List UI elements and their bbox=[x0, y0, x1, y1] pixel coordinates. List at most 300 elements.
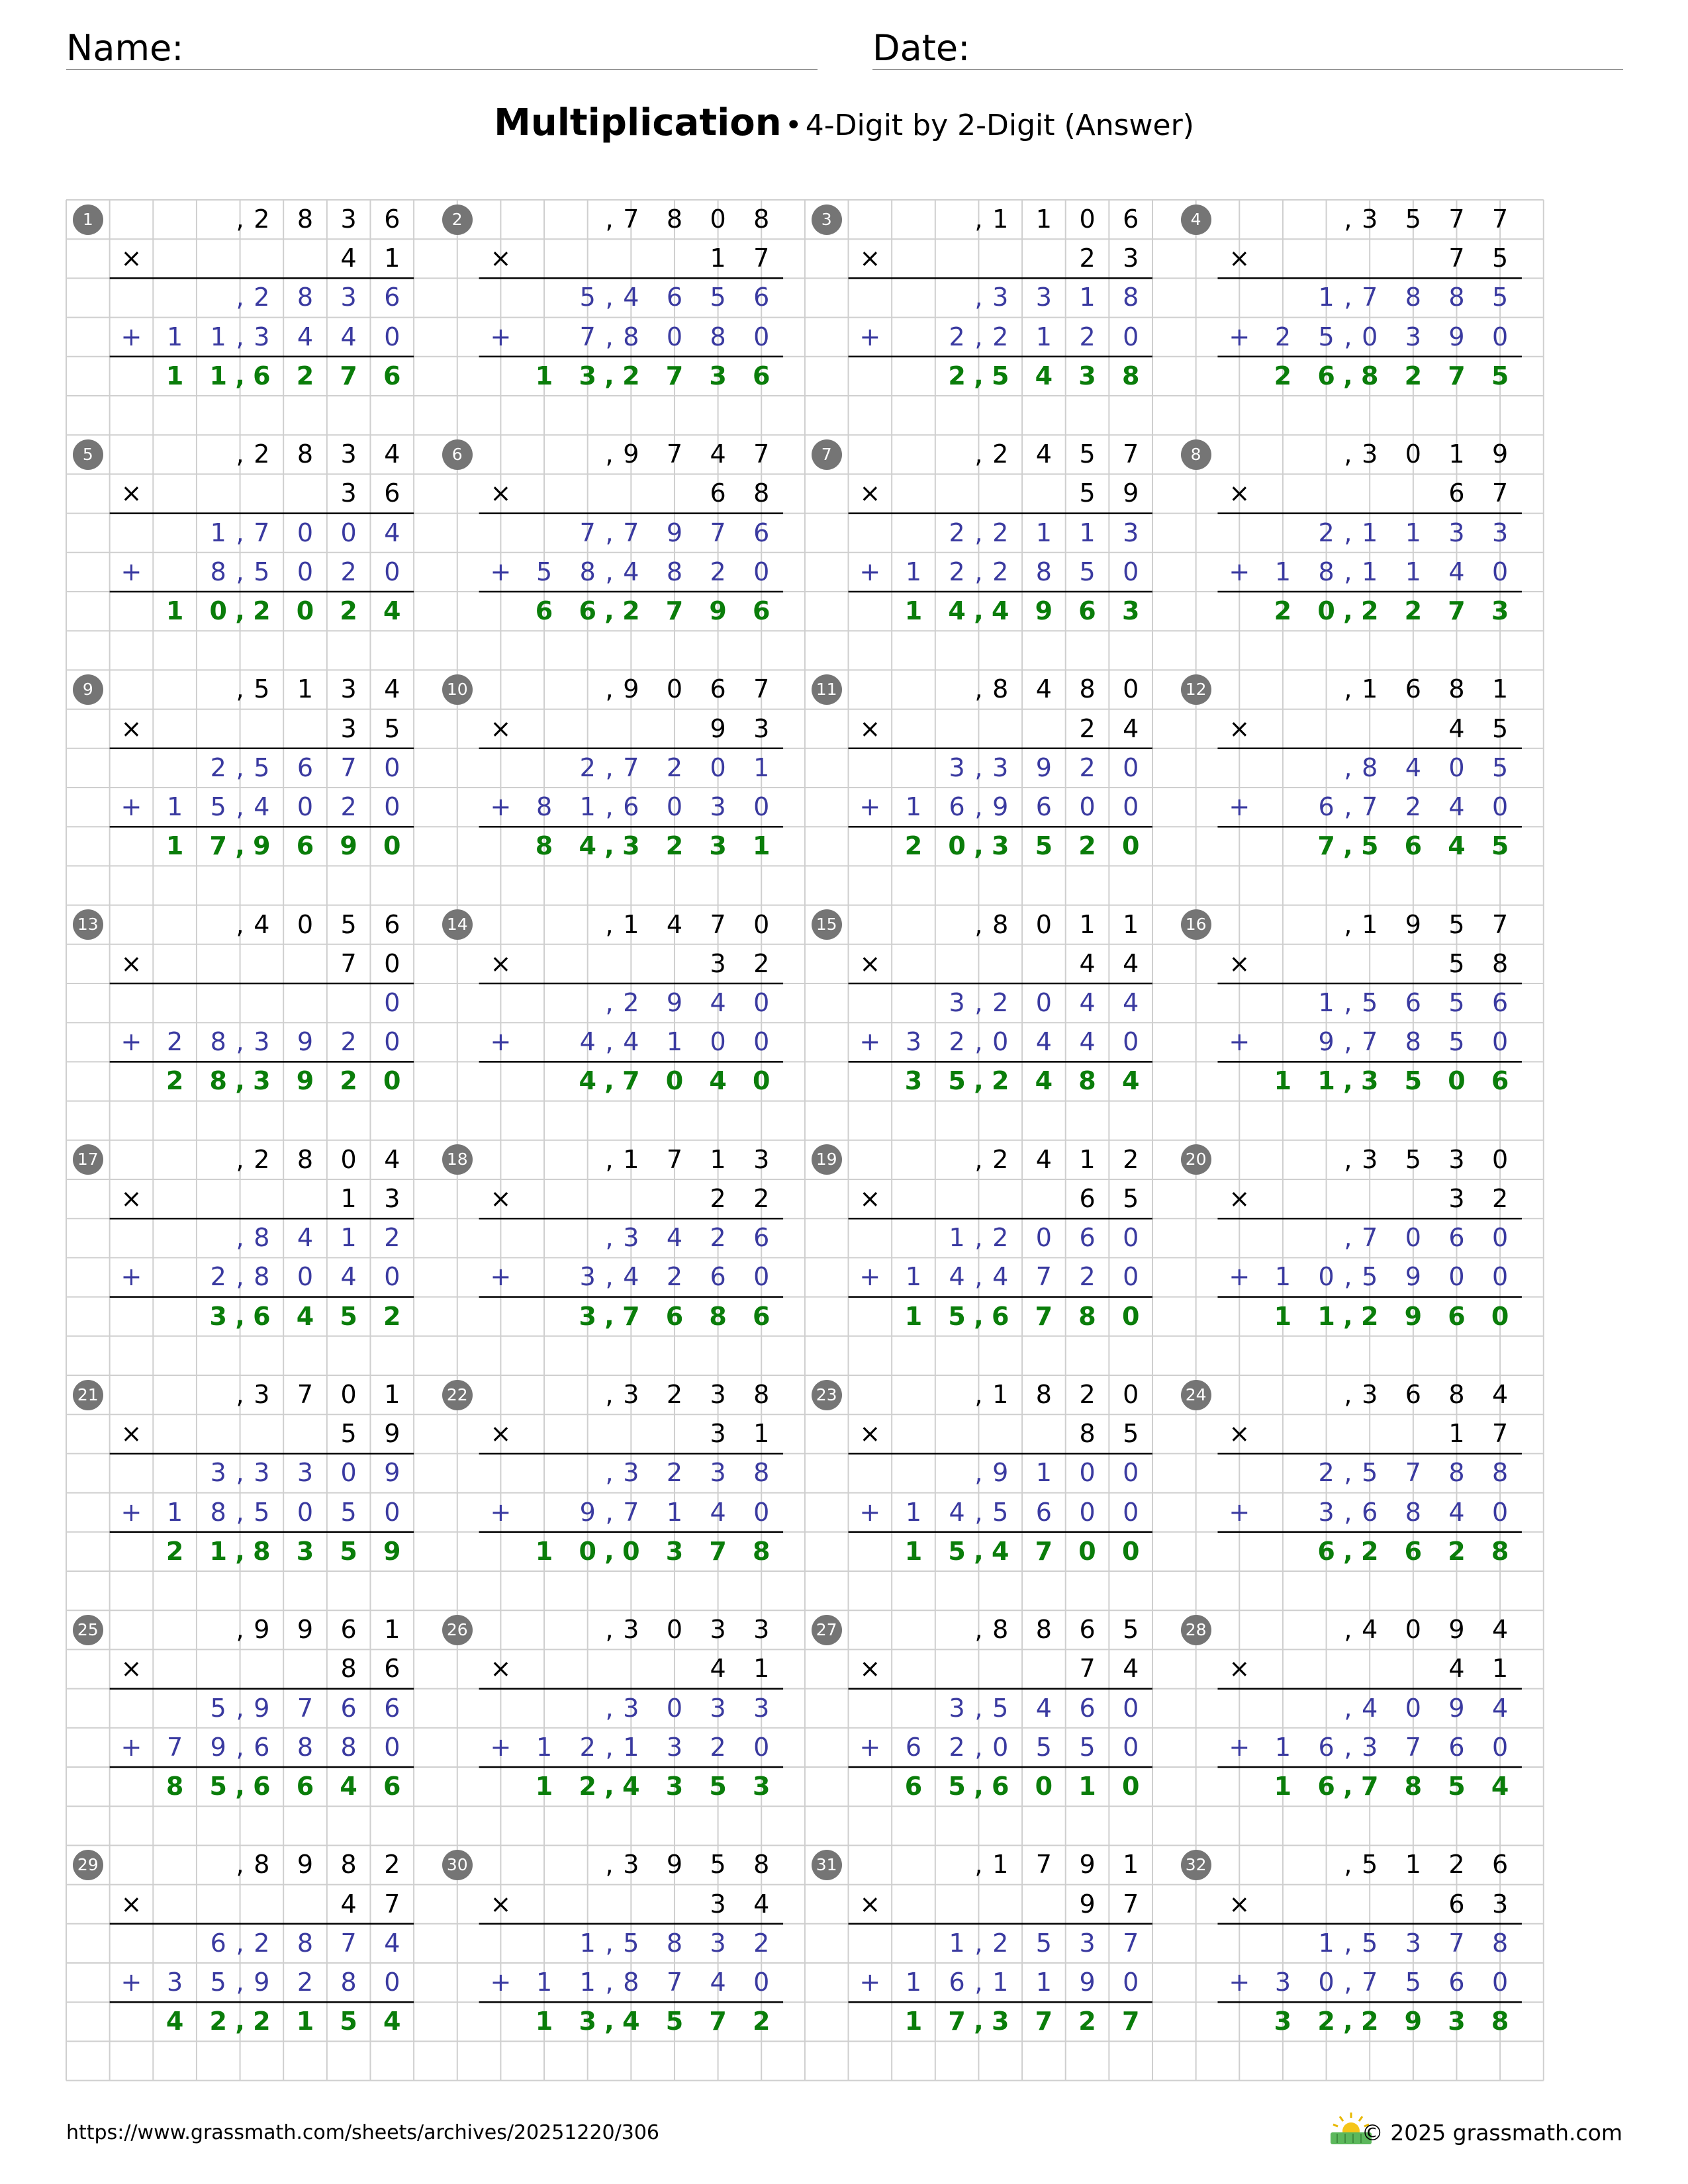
multiplicand-digit: 0 bbox=[340, 1380, 357, 1409]
product-answer-digit: 6 bbox=[992, 1772, 1009, 1801]
partial-product-2-comma: , bbox=[1344, 1732, 1352, 1762]
multiplicand-digit: 7 bbox=[666, 1144, 683, 1174]
partial-product-1-comma: , bbox=[236, 1458, 244, 1488]
product-answer-digit: 4 bbox=[1035, 1066, 1053, 1096]
partial-product-1-digit: 9 bbox=[1035, 752, 1052, 782]
multiplicand-digit: 2 bbox=[254, 1144, 270, 1174]
partial-product-1-comma: , bbox=[974, 1458, 983, 1488]
partial-product-2-digit: 5 bbox=[1362, 1262, 1378, 1292]
product-answer-digit: 4 bbox=[383, 2007, 401, 2036]
partial-product-2-comma: , bbox=[605, 792, 614, 821]
partial-product-2-digit: 0 bbox=[384, 557, 400, 586]
partial-product-1-digit: 2 bbox=[1318, 518, 1335, 547]
partial-product-2-digit: 0 bbox=[666, 792, 683, 821]
partial-product-2-digit: 0 bbox=[753, 1968, 770, 1997]
partial-product-2-digit: 2 bbox=[579, 1732, 596, 1762]
partial-product-1-digit: 7 bbox=[1362, 283, 1378, 312]
partial-product-1-digit: 6 bbox=[666, 283, 683, 312]
product-answer-digit: 2 bbox=[1078, 831, 1096, 861]
partial-product-2-digit: 7 bbox=[623, 1497, 639, 1527]
partial-product-2-digit: 5 bbox=[210, 1968, 226, 1997]
partial-product-2-comma: , bbox=[605, 557, 614, 586]
multiplicand-digit: 0 bbox=[666, 1615, 683, 1645]
multiplicand-digit: 1 bbox=[1123, 1850, 1139, 1880]
partial-product-2-digit: 1 bbox=[905, 792, 922, 821]
product-answer-digit: 7 bbox=[709, 2007, 727, 2036]
partial-product-2-digit: 7 bbox=[166, 1732, 183, 1762]
partial-product-1-digit: 6 bbox=[753, 283, 770, 312]
partial-product-1-digit: 2 bbox=[1318, 1458, 1335, 1488]
product-answer-comma: , bbox=[974, 1536, 984, 1566]
times-sign: × bbox=[859, 713, 881, 743]
product-answer-digit: 8 bbox=[1404, 1772, 1423, 1801]
partial-product-2-comma: , bbox=[236, 322, 244, 351]
product-answer-digit: 6 bbox=[752, 596, 771, 625]
times-sign: × bbox=[1229, 1889, 1250, 1919]
partial-product-1-digit: 8 bbox=[753, 1458, 770, 1488]
partial-product-1-comma: , bbox=[605, 1458, 614, 1488]
multiplicand-digit: 7 bbox=[1492, 909, 1509, 939]
partial-product-2-digit: 4 bbox=[579, 1027, 596, 1057]
product-answer-digit: 5 bbox=[709, 1772, 727, 1801]
plus-sign: + bbox=[490, 1732, 512, 1762]
product-answer-comma: , bbox=[974, 1772, 984, 1801]
partial-product-2-digit: 0 bbox=[666, 322, 683, 351]
plus-sign: + bbox=[490, 1968, 512, 1997]
partial-product-2-digit: 0 bbox=[1123, 1497, 1139, 1527]
problem-number-badge: 2 bbox=[442, 205, 473, 235]
partial-product-1-digit: 2 bbox=[254, 1928, 270, 1958]
multiplier-digit: 2 bbox=[753, 1184, 770, 1213]
partial-product-1-digit: 3 bbox=[623, 1458, 639, 1488]
multiplier-digit: 6 bbox=[1448, 1889, 1465, 1919]
product-answer-digit: 8 bbox=[1078, 1301, 1096, 1331]
plus-sign: + bbox=[120, 1968, 142, 1997]
partial-product-1-digit: 8 bbox=[1492, 1458, 1509, 1488]
times-sign: × bbox=[1229, 478, 1250, 508]
partial-product-2-digit: 4 bbox=[949, 1497, 965, 1527]
partial-product-2-digit: 7 bbox=[1035, 1262, 1052, 1292]
partial-product-1-digit: 3 bbox=[710, 1458, 726, 1488]
partial-product-2-comma: , bbox=[974, 1732, 983, 1762]
multiplicand-digit: 3 bbox=[1362, 205, 1378, 234]
multiplicand-digit: 0 bbox=[297, 909, 314, 939]
product-answer-digit: 3 bbox=[1121, 596, 1140, 625]
multiplicand-digit: 6 bbox=[1405, 674, 1421, 704]
product-answer-digit: 8 bbox=[535, 831, 553, 861]
partial-product-2-digit: 6 bbox=[623, 792, 639, 821]
partial-product-1-comma: , bbox=[236, 1693, 244, 1723]
multiplier-digit: 8 bbox=[1492, 948, 1509, 978]
multiplier-digit: 6 bbox=[1448, 478, 1465, 508]
partial-product-1-digit: 1 bbox=[1318, 283, 1335, 312]
partial-product-1-digit: 1 bbox=[1035, 1458, 1052, 1488]
product-answer-digit: 2 bbox=[622, 596, 640, 625]
product-answer-digit: 0 bbox=[1491, 1301, 1509, 1331]
partial-product-1-digit: 7 bbox=[340, 1928, 357, 1958]
multiplicand-digit: 8 bbox=[340, 1850, 357, 1880]
product-answer-digit: 0 bbox=[1121, 1536, 1140, 1566]
product-answer-digit: 0 bbox=[296, 596, 314, 625]
partial-product-2-digit: 0 bbox=[753, 792, 770, 821]
partial-product-1-digit: 4 bbox=[1035, 1693, 1052, 1723]
product-answer-digit: 1 bbox=[165, 596, 184, 625]
partial-product-1-comma: , bbox=[236, 283, 244, 312]
product-answer-digit: 1 bbox=[1274, 1772, 1292, 1801]
product-answer-digit: 4 bbox=[1121, 1066, 1140, 1096]
multiplicand-digit: 2 bbox=[384, 1850, 400, 1880]
problem-number-badge: 29 bbox=[73, 1850, 103, 1880]
partial-product-1-comma: , bbox=[1344, 1458, 1352, 1488]
multiplicand-digit: 2 bbox=[254, 205, 270, 234]
product-answer-digit: 9 bbox=[383, 1536, 401, 1566]
product-answer-digit: 6 bbox=[1404, 831, 1423, 861]
partial-product-1-comma: , bbox=[605, 283, 614, 312]
multiplicand-digit: 8 bbox=[753, 1850, 770, 1880]
product-answer-comma: , bbox=[604, 361, 614, 390]
multiplicand-comma: , bbox=[605, 439, 614, 469]
partial-product-2-digit: 7 bbox=[579, 322, 596, 351]
multiplicand-digit: 8 bbox=[297, 205, 314, 234]
product-answer-comma: , bbox=[604, 1772, 614, 1801]
product-answer-digit: 6 bbox=[752, 1301, 771, 1331]
partial-product-1-digit: 4 bbox=[666, 1223, 683, 1253]
partial-product-1-digit: 3 bbox=[753, 1693, 770, 1723]
partial-product-2-digit: 1 bbox=[905, 1497, 922, 1527]
partial-product-1-digit: 6 bbox=[1405, 988, 1421, 1017]
partial-product-1-digit: 2 bbox=[949, 518, 965, 547]
partial-product-1-digit: 5 bbox=[1362, 988, 1378, 1017]
partial-product-1-digit: 2 bbox=[710, 1223, 726, 1253]
product-answer-digit: 5 bbox=[948, 1066, 966, 1096]
partial-product-1-digit: 5 bbox=[1362, 1458, 1378, 1488]
product-answer-digit: 1 bbox=[165, 831, 184, 861]
partial-product-2-digit: 3 bbox=[579, 1262, 596, 1292]
partial-product-2-digit: 1 bbox=[536, 1968, 553, 1997]
product-answer-digit: 6 bbox=[253, 1301, 271, 1331]
times-sign: × bbox=[490, 1654, 512, 1684]
multiplier-digit: 6 bbox=[1079, 1184, 1096, 1213]
product-answer-digit: 4 bbox=[579, 831, 596, 861]
partial-product-2-digit: 2 bbox=[949, 1027, 965, 1057]
multiplicand-digit: 5 bbox=[1362, 1850, 1378, 1880]
partial-product-2-digit: 2 bbox=[710, 1732, 726, 1762]
partial-product-2-digit: 1 bbox=[1405, 557, 1421, 586]
partial-product-2-comma: , bbox=[236, 1497, 244, 1527]
plus-sign: + bbox=[120, 322, 142, 351]
partial-product-1-digit: 8 bbox=[1405, 283, 1421, 312]
partial-product-2-digit: 0 bbox=[1492, 1968, 1509, 1997]
product-answer-digit: 7 bbox=[1035, 1301, 1053, 1331]
partial-product-2-digit: 3 bbox=[166, 1968, 183, 1997]
partial-product-2-digit: 1 bbox=[623, 1732, 639, 1762]
partial-product-1-digit: 3 bbox=[340, 283, 357, 312]
partial-product-1-digit: 0 bbox=[1035, 1223, 1052, 1253]
times-sign: × bbox=[859, 244, 881, 273]
multiplicand-digit: 0 bbox=[1405, 439, 1421, 469]
product-answer-digit: 8 bbox=[1121, 361, 1140, 390]
partial-product-1-digit: 0 bbox=[1035, 988, 1052, 1017]
multiplicand-digit: 4 bbox=[384, 674, 400, 704]
multiplier-digit: 7 bbox=[1492, 478, 1509, 508]
multiplicand-digit: 9 bbox=[1448, 1615, 1465, 1645]
product-answer-digit: 6 bbox=[535, 596, 553, 625]
partial-product-2-comma: , bbox=[605, 1732, 614, 1762]
multiplicand-digit: 3 bbox=[1448, 1144, 1465, 1174]
partial-product-1-digit: 4 bbox=[623, 283, 639, 312]
multiplier-digit: 7 bbox=[1123, 1889, 1139, 1919]
partial-product-2-digit: 1 bbox=[1035, 322, 1052, 351]
partial-product-2-digit: 0 bbox=[384, 1968, 400, 1997]
partial-product-1-digit: 5 bbox=[992, 1693, 1009, 1723]
partial-product-2-digit: 8 bbox=[254, 1262, 270, 1292]
multiplicand-digit: 9 bbox=[623, 674, 639, 704]
multiplier-digit: 9 bbox=[384, 1419, 400, 1449]
partial-product-2-comma: , bbox=[1344, 1262, 1352, 1292]
partial-product-1-digit: 2 bbox=[666, 752, 683, 782]
multiplicand-digit: 2 bbox=[1123, 1144, 1139, 1174]
partial-product-2-digit: 2 bbox=[1079, 1262, 1096, 1292]
partial-product-1-comma: , bbox=[1344, 1693, 1352, 1723]
product-answer-digit: 5 bbox=[1404, 1066, 1423, 1096]
product-answer-digit: 1 bbox=[165, 361, 184, 390]
multiplier-digit: 1 bbox=[384, 244, 400, 273]
partial-product-2-digit: 1 bbox=[1274, 1262, 1291, 1292]
partial-product-1-digit: 1 bbox=[579, 1928, 596, 1958]
partial-product-2-digit: 1 bbox=[166, 792, 183, 821]
product-answer-digit: 1 bbox=[1078, 1772, 1096, 1801]
partial-product-2-digit: 6 bbox=[949, 792, 965, 821]
product-answer-digit: 7 bbox=[1360, 1772, 1379, 1801]
partial-product-1-comma: , bbox=[1344, 518, 1352, 547]
product-answer-digit: 6 bbox=[579, 596, 596, 625]
product-answer-digit: 7 bbox=[340, 361, 357, 390]
product-answer-digit: 8 bbox=[1360, 361, 1379, 390]
partial-product-1-digit: 2 bbox=[384, 1223, 400, 1253]
partial-product-2-digit: 5 bbox=[210, 792, 226, 821]
product-answer-digit: 1 bbox=[209, 1536, 227, 1566]
partial-product-1-digit: 6 bbox=[384, 283, 400, 312]
partial-product-2-digit: 5 bbox=[254, 557, 270, 586]
problem-number-badge: 27 bbox=[812, 1615, 842, 1645]
multiplicand-digit: 4 bbox=[384, 1144, 400, 1174]
product-answer-digit: 4 bbox=[340, 1772, 357, 1801]
partial-product-1-digit: 4 bbox=[1362, 1693, 1378, 1723]
partial-product-1-digit: 3 bbox=[623, 1223, 639, 1253]
partial-product-1-digit: 0 bbox=[1492, 1223, 1509, 1253]
product-answer-digit: 3 bbox=[992, 2007, 1009, 2036]
product-answer-digit: 2 bbox=[665, 831, 684, 861]
times-sign: × bbox=[1229, 1419, 1250, 1449]
multiplicand-digit: 2 bbox=[1079, 1380, 1096, 1409]
multiplicand-digit: 5 bbox=[1123, 1615, 1139, 1645]
product-answer-digit: 2 bbox=[253, 2007, 271, 2036]
partial-product-2-digit: 6 bbox=[1318, 792, 1335, 821]
product-answer-digit: 4 bbox=[579, 1066, 596, 1096]
multiplicand-comma: , bbox=[1344, 1850, 1352, 1880]
partial-product-1-digit: 0 bbox=[1123, 1693, 1139, 1723]
product-answer-digit: 9 bbox=[1404, 2007, 1423, 2036]
multiplicand-digit: 2 bbox=[1448, 1850, 1465, 1880]
partial-product-2-digit: 0 bbox=[753, 1497, 770, 1527]
multiplier-digit: 5 bbox=[1492, 244, 1509, 273]
product-answer-digit: 2 bbox=[622, 361, 640, 390]
partial-product-2-comma: , bbox=[1344, 557, 1352, 586]
partial-product-2-comma: , bbox=[1344, 322, 1352, 351]
problem-number-badge: 11 bbox=[812, 674, 842, 705]
product-answer-digit: 5 bbox=[1035, 831, 1053, 861]
product-answer-comma: , bbox=[235, 831, 245, 861]
multiplier-digit: 5 bbox=[340, 1419, 357, 1449]
partial-product-1-digit: 4 bbox=[1123, 988, 1139, 1017]
partial-product-2-comma: , bbox=[605, 322, 614, 351]
partial-product-1-digit: 3 bbox=[992, 752, 1009, 782]
partial-product-2-digit: 1 bbox=[666, 1027, 683, 1057]
product-answer-digit: 2 bbox=[1360, 1301, 1379, 1331]
problem-number-badge: 7 bbox=[812, 439, 842, 470]
problem-number-badge: 24 bbox=[1181, 1380, 1211, 1410]
multiplicand-digit: 8 bbox=[297, 439, 314, 469]
partial-product-1-digit: 1 bbox=[340, 1223, 357, 1253]
product-answer-digit: 3 bbox=[1360, 1066, 1379, 1096]
multiplicand-comma: , bbox=[1344, 909, 1352, 939]
partial-product-1-comma: , bbox=[974, 988, 983, 1017]
partial-product-2-digit: 0 bbox=[753, 322, 770, 351]
product-answer-comma: , bbox=[235, 1066, 245, 1096]
partial-product-2-digit: 3 bbox=[1405, 322, 1421, 351]
problem-number-badge: 19 bbox=[812, 1144, 842, 1175]
partial-product-1-comma: , bbox=[236, 1928, 244, 1958]
partial-product-2-digit: 8 bbox=[1405, 1497, 1421, 1527]
multiplicand-digit: 5 bbox=[254, 674, 270, 704]
partial-product-1-digit: 4 bbox=[1492, 1693, 1509, 1723]
product-answer-digit: 7 bbox=[1448, 596, 1466, 625]
partial-product-1-digit: 2 bbox=[210, 752, 226, 782]
partial-product-2-digit: 0 bbox=[1492, 322, 1509, 351]
product-answer-digit: 5 bbox=[209, 1772, 227, 1801]
partial-product-2-digit: 2 bbox=[340, 557, 357, 586]
multiplicand-digit: 3 bbox=[623, 1850, 639, 1880]
partial-product-2-digit: 9 bbox=[992, 792, 1009, 821]
partial-product-1-comma: , bbox=[1344, 1223, 1352, 1253]
partial-product-1-digit: 2 bbox=[254, 283, 270, 312]
partial-product-2-comma: , bbox=[974, 1497, 983, 1527]
partial-product-1-digit: 7 bbox=[1448, 1928, 1465, 1958]
product-answer-digit: 1 bbox=[904, 1536, 923, 1566]
multiplicand-digit: 3 bbox=[340, 205, 357, 234]
multiplicand-comma: , bbox=[974, 205, 983, 234]
product-answer-digit: 8 bbox=[165, 1772, 184, 1801]
product-answer-digit: 9 bbox=[1404, 1301, 1423, 1331]
multiplicand-digit: 6 bbox=[710, 674, 726, 704]
plus-sign: + bbox=[120, 1732, 142, 1762]
partial-product-1-digit: 7 bbox=[1405, 1458, 1421, 1488]
product-answer-digit: 5 bbox=[1491, 831, 1509, 861]
partial-product-2-digit: 1 bbox=[1362, 557, 1378, 586]
multiplicand-digit: 9 bbox=[1492, 439, 1509, 469]
partial-product-2-digit: 9 bbox=[254, 1968, 270, 1997]
product-answer-digit: 5 bbox=[948, 1772, 966, 1801]
problem-number-badge: 8 bbox=[1181, 439, 1211, 470]
multiplicand-digit: 7 bbox=[1123, 439, 1139, 469]
partial-product-2-digit: 9 bbox=[297, 1027, 314, 1057]
product-answer-digit: 3 bbox=[253, 1066, 271, 1096]
multiplicand-digit: 1 bbox=[384, 1380, 400, 1409]
times-sign: × bbox=[120, 478, 142, 508]
multiplicand-digit: 6 bbox=[1405, 1380, 1421, 1409]
partial-product-2-digit: 0 bbox=[753, 1732, 770, 1762]
partial-product-2-digit: 4 bbox=[1079, 1027, 1096, 1057]
partial-product-1-digit: 3 bbox=[297, 1458, 314, 1488]
product-answer-digit: 1 bbox=[1274, 1066, 1292, 1096]
partial-product-2-digit: 2 bbox=[992, 557, 1009, 586]
times-sign: × bbox=[120, 244, 142, 273]
partial-product-2-comma: , bbox=[974, 792, 983, 821]
product-answer-digit: 6 bbox=[1491, 1066, 1509, 1096]
multiplicand-digit: 8 bbox=[1079, 674, 1096, 704]
multiplicand-digit: 0 bbox=[340, 1144, 357, 1174]
product-answer-comma: , bbox=[235, 596, 245, 625]
partial-product-2-digit: 2 bbox=[949, 322, 965, 351]
times-sign: × bbox=[859, 1419, 881, 1449]
product-answer-comma: , bbox=[1343, 1066, 1353, 1096]
multiplicand-digit: 1 bbox=[710, 1144, 726, 1174]
partial-product-1-digit: 7 bbox=[340, 752, 357, 782]
partial-product-1-digit: 2 bbox=[666, 1458, 683, 1488]
product-answer-digit: 5 bbox=[1448, 1772, 1466, 1801]
product-answer-comma: , bbox=[235, 1772, 245, 1801]
product-answer-digit: 6 bbox=[296, 831, 314, 861]
multiplier-digit: 6 bbox=[384, 1654, 400, 1684]
plus-sign: + bbox=[490, 1027, 512, 1057]
product-answer-digit: 2 bbox=[1448, 1536, 1466, 1566]
partial-product-2-digit: 0 bbox=[1448, 1262, 1465, 1292]
problem-number-badge: 9 bbox=[73, 674, 103, 705]
partial-product-1-digit: 5 bbox=[579, 283, 596, 312]
plus-sign: + bbox=[120, 1262, 142, 1292]
multiplicand-digit: 4 bbox=[710, 439, 726, 469]
partial-product-1-digit: 7 bbox=[297, 1693, 314, 1723]
partial-product-1-digit: 7 bbox=[1362, 1223, 1378, 1253]
multiplier-digit: 5 bbox=[384, 713, 400, 743]
multiplicand-comma: , bbox=[605, 909, 614, 939]
product-answer-digit: 4 bbox=[709, 1066, 727, 1096]
times-sign: × bbox=[1229, 244, 1250, 273]
multiplicand-digit: 4 bbox=[1035, 439, 1052, 469]
partial-product-2-digit: 8 bbox=[210, 1027, 226, 1057]
product-answer-digit: 7 bbox=[1448, 361, 1466, 390]
partial-product-2-digit: 1 bbox=[1035, 1968, 1052, 1997]
product-answer-digit: 2 bbox=[340, 596, 357, 625]
partial-product-1-comma: , bbox=[974, 283, 983, 312]
partial-product-2-digit: 0 bbox=[384, 1027, 400, 1057]
partial-product-2-digit: 9 bbox=[1079, 1968, 1096, 1997]
product-answer-digit: 8 bbox=[253, 1536, 271, 1566]
footer-copyright: © 2025 grassmath.com bbox=[1361, 2120, 1622, 2146]
partial-product-2-digit: 9 bbox=[1318, 1027, 1335, 1057]
partial-product-1-digit: 4 bbox=[384, 518, 400, 547]
product-answer-digit: 6 bbox=[992, 1301, 1009, 1331]
partial-product-1-digit: 1 bbox=[1035, 518, 1052, 547]
multiplicand-comma: , bbox=[605, 1380, 614, 1409]
product-answer-digit: 6 bbox=[253, 361, 271, 390]
product-answer-digit: 6 bbox=[253, 1772, 271, 1801]
partial-product-2-digit: 0 bbox=[1318, 1968, 1335, 1997]
product-answer-comma: , bbox=[974, 596, 984, 625]
partial-product-2-digit: 8 bbox=[1318, 557, 1335, 586]
multiplicand-digit: 1 bbox=[1035, 205, 1052, 234]
multiplicand-digit: 8 bbox=[254, 1850, 270, 1880]
